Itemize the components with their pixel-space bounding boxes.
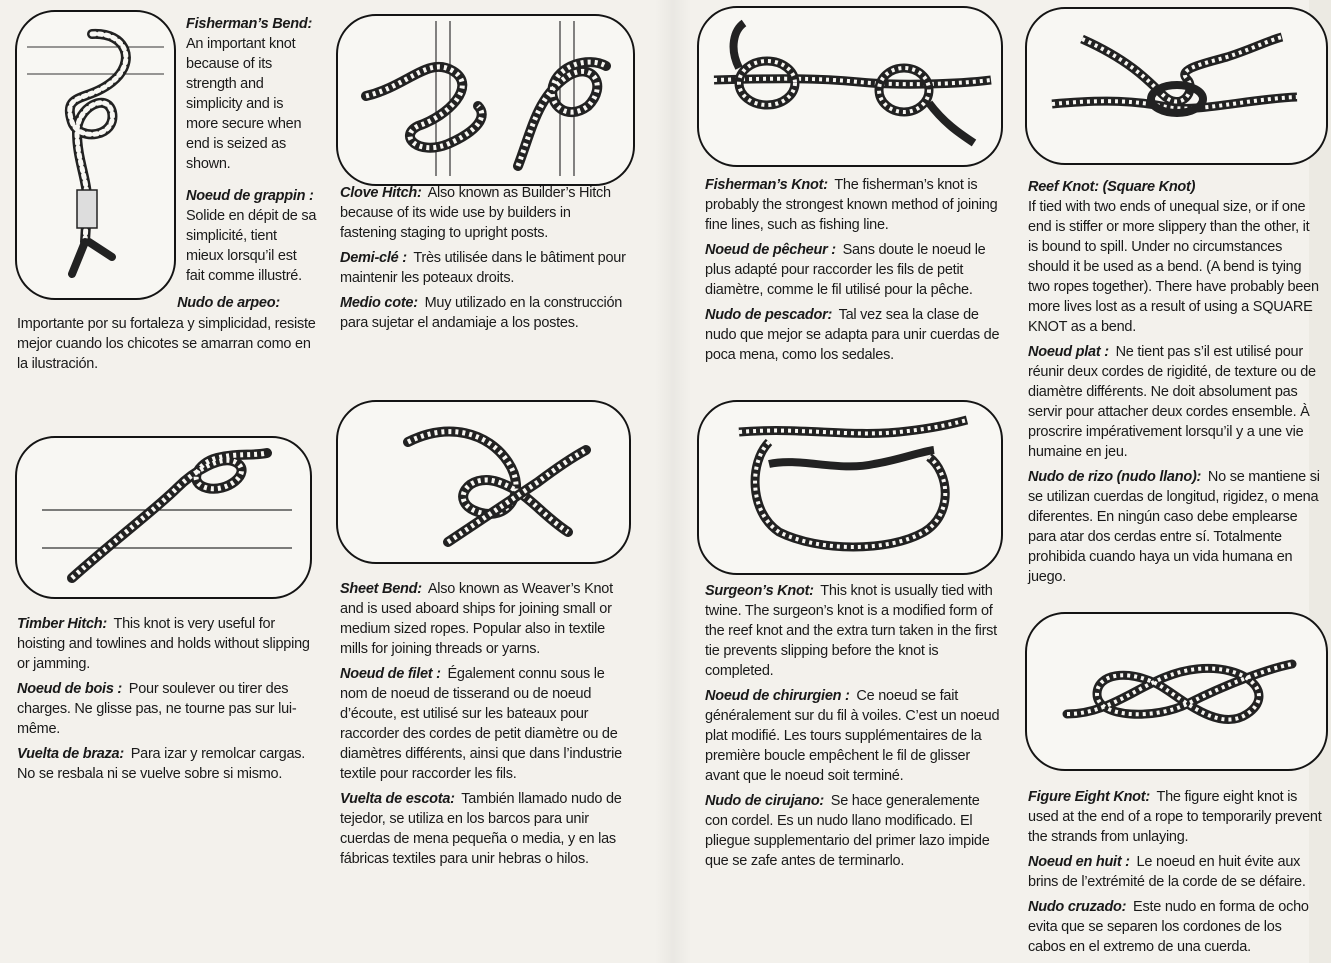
surgeons-knot-illustration bbox=[697, 400, 1003, 575]
surgeons-knot-es-title: Nudo de cirujano: bbox=[705, 793, 824, 809]
timber-hitch-text bbox=[17, 614, 312, 789]
reef-knot-fr-text: Ne tient pas s’il est utilisé pour réunir deux cordes de rigidité, de texture ou de diamètre différents. Ne doit absolument pas servir pour attacher deux cordes ensemble. À proscrire impérativement lorsqu’il y a une vie humaine en jeu. bbox=[1028, 344, 1316, 460]
sheet-bend-en-text: Also known as Weaver’s Knot and is used aboard ships for joining small or medium sized ropes. Popular also in textile mills for joining threads or yarns. bbox=[340, 581, 613, 657]
fishermans-knot-fr-text: Sans doute le noeud le plus adapté pour raccorder les fils de petit diamètre, comme le fil utilisé pour la pêche. bbox=[705, 242, 986, 298]
clove-hitch-fr-text: Très utilisée dans le bâtiment pour maintenir les poteaux droits. bbox=[340, 250, 626, 286]
fishermans-bend-fr-title: Noeud de grappin : bbox=[186, 188, 314, 204]
figure-eight-fr-text: Le noeud en huit évite aux brins de l’extrémité de la corde de se défaire. bbox=[1028, 854, 1306, 890]
clove-hitch-text bbox=[340, 183, 630, 338]
fishermans-knot-es-title: Nudo de pescador: bbox=[705, 307, 833, 323]
fishermans-knot-en-title: Fisherman’s Knot: bbox=[705, 177, 828, 193]
sheet-bend-fr-text: Également connu sous le nom de noeud de tisserand ou de noeud d’écoute, est utilisé sur les bateaux pour raccorder des cordes de petit diamètre ou de diamètres différents, ainsi que dans l’industrie textile pour raccorder les fils. bbox=[340, 666, 622, 782]
reef-knot-illustration bbox=[1025, 7, 1328, 165]
fishermans-knot-es-text: Tal vez sea la clase de nudo que mejor se adapta para unir cuerdas de poca mena, como los sedales. bbox=[705, 307, 1000, 363]
figure-eight-es-text: Este nudo en forma de ocho evita que se separen los cordones de los cabos en el extremo de una cuerda. bbox=[1028, 899, 1309, 955]
clove-hitch-en-text: Also known as Builder’s Hitch because of its wide use by builders in fastening staging to upright posts. bbox=[340, 185, 611, 241]
surgeons-knot-en-text: This knot is usually tied with twine. The surgeon’s knot is a modified form of the reef knot and the extra turn taken in the first tie prevents slipping before the knot is completed. bbox=[705, 583, 997, 679]
clove-hitch-en-title: Clove Hitch: bbox=[340, 185, 422, 201]
clove-hitch-es-text: Muy utilizado en la construcción para sujetar el andamiaje a los postes. bbox=[340, 295, 623, 331]
timber-hitch-en-title: Timber Hitch: bbox=[17, 616, 107, 632]
figure-eight-text bbox=[1028, 787, 1322, 962]
timber-hitch-en-text: This knot is very useful for hoisting and towlines and holds without slipping or jamming. bbox=[17, 616, 310, 672]
sheet-bend-text bbox=[340, 579, 630, 874]
clove-hitch-illustration bbox=[336, 14, 635, 186]
reef-knot-en-title: Reef Knot: (Square Knot) bbox=[1028, 179, 1196, 195]
sheet-bend-fr-title: Noeud de filet : bbox=[340, 666, 441, 682]
reef-knot-es-text: No se mantiene si se utilizan cuerdas de longitud, rigidez, o mena diferentes. En ningún caso debe emplearse para atar dos cerdas entre sí. Totalmente prohibida cuando haya un vida humana en juego. bbox=[1028, 469, 1320, 585]
fishermans-bend-fr-text: Solide en dépit de sa simplicité, tient mieux lorsqu’il est fait comme illustré. bbox=[186, 208, 317, 284]
fishermans-bend-es-title-block bbox=[170, 293, 290, 313]
sheet-bend-illustration bbox=[336, 400, 631, 564]
fishermans-knot-text bbox=[705, 175, 1001, 370]
figure-eight-en-text: The figure eight knot is used at the end of a rope to temporarily prevent the strands from unlaying. bbox=[1028, 789, 1322, 845]
sheet-bend-es-title: Vuelta de escota: bbox=[340, 791, 455, 807]
figure-eight-es-title: Nudo cruzado: bbox=[1028, 899, 1127, 915]
reef-knot-fr-title: Noeud plat : bbox=[1028, 344, 1109, 360]
clove-hitch-es-title: Medio cote: bbox=[340, 295, 418, 311]
figure-eight-illustration bbox=[1025, 612, 1328, 771]
surgeons-knot-es-text: Se hace generalemente con cordel. Es un nudo llano modificado. El pliegue supplementario del primer lazo impide que se zafe antes de terminarlo. bbox=[705, 793, 990, 869]
timber-hitch-fr-title: Noeud de bois : bbox=[17, 681, 122, 697]
fishermans-bend-es-text-block bbox=[17, 314, 319, 374]
timber-hitch-illustration bbox=[15, 436, 312, 599]
figure-eight-fr-title: Noeud en huit : bbox=[1028, 854, 1130, 870]
fishermans-knot-en-text: The fisherman’s knot is probably the strongest known method of joining fine lines, such as fishing line. bbox=[705, 177, 998, 233]
clove-hitch-fr-title: Demi-clé : bbox=[340, 250, 407, 266]
timber-hitch-es-text: Para izar y remolcar cargas. No se resbala ni se vuelve sobre si mismo. bbox=[17, 746, 306, 782]
surgeons-knot-fr-title: Noeud de chirurgien : bbox=[705, 688, 850, 704]
page-fold bbox=[655, 0, 691, 963]
fishermans-bend-text bbox=[186, 14, 318, 291]
fishermans-bend-es-title: Nudo de arpeo: bbox=[177, 295, 280, 311]
fishermans-bend-en-text: An important knot because of its strength and simplicity and is more secure when end is seized as shown. bbox=[186, 36, 302, 172]
reef-knot-en-text: If tied with two ends of unequal size, or if one end is stiffer or more slippery than the other, it is bound to spill. Under no circumstances should it be used as a bend. (A bend is tying two ropes together). There have probably been more lives lost as a result of using a SQUARE KNOT as a bend. bbox=[1028, 199, 1319, 335]
sheet-bend-es-text: También llamado nudo de tejedor, se utiliza en los barcos para unir cuerdas de mena pequeña o media, y en las fábricas textiles para unir hebras o hilos. bbox=[340, 791, 622, 867]
reef-knot-text bbox=[1028, 177, 1322, 592]
fishermans-bend-illustration bbox=[15, 10, 176, 300]
timber-hitch-fr-text: Pour soulever ou tirer des charges. Ne glisse pas, ne tourne pas sur lui-même. bbox=[17, 681, 297, 737]
fishermans-knot-fr-title: Noeud de pêcheur : bbox=[705, 242, 836, 258]
fishermans-knot-illustration bbox=[697, 6, 1003, 167]
fishermans-bend-en-title: Fisherman’s Bend: bbox=[186, 16, 313, 32]
fishermans-bend-es-text: Importante por su fortaleza y simplicidad, resiste mejor cuando los chicotes se amarran como en la ilustración. bbox=[17, 316, 316, 372]
surgeons-knot-text bbox=[705, 581, 1001, 876]
surgeons-knot-fr-text: Ce noeud se fait généralement sur du fil à voiles. C’est un noeud plat modifié. Les tours supplémentaires de la première boucle empêchent le fil de glisser avant que le noeud soit terminé. bbox=[705, 688, 1000, 784]
figure-eight-en-title: Figure Eight Knot: bbox=[1028, 789, 1150, 805]
surgeons-knot-en-title: Surgeon’s Knot: bbox=[705, 583, 814, 599]
sheet-bend-en-title: Sheet Bend: bbox=[340, 581, 422, 597]
timber-hitch-es-title: Vuelta de braza: bbox=[17, 746, 124, 762]
reef-knot-es-title: Nudo de rizo (nudo llano): bbox=[1028, 469, 1202, 485]
